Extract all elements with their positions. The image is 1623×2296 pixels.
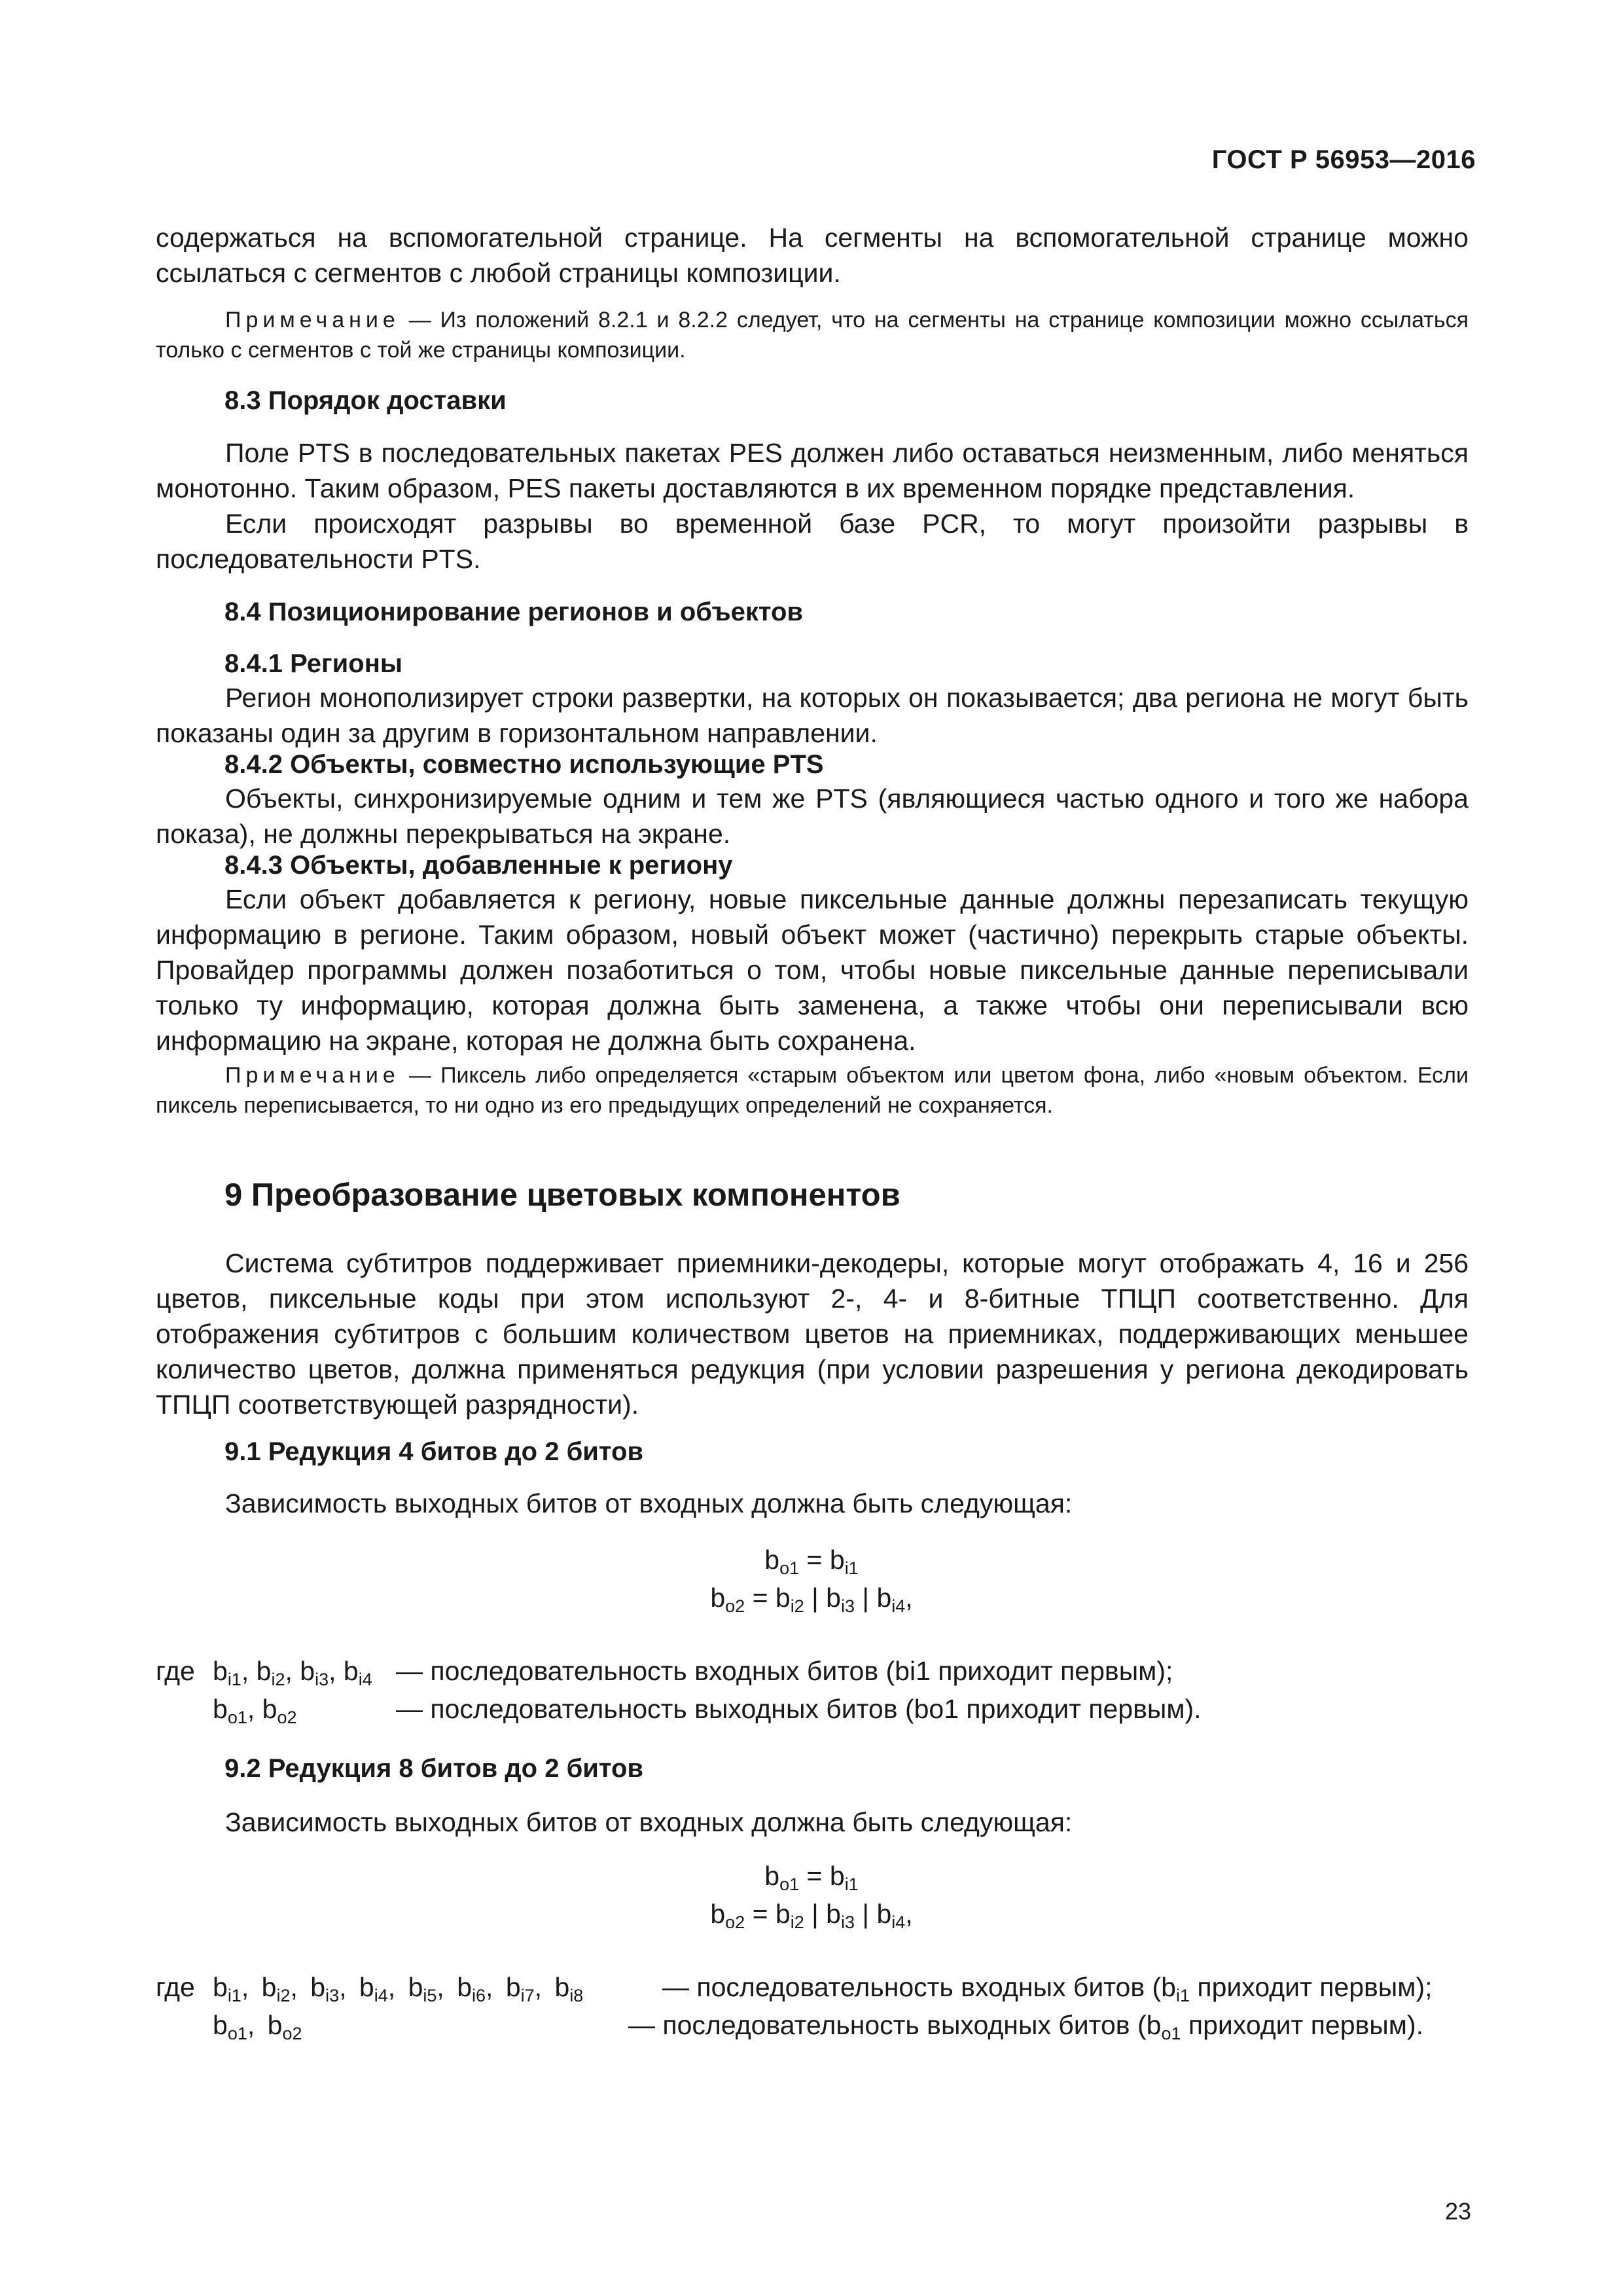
paragraph-9-1: Зависимость выходных битов от входных должна быть следующая: xyxy=(225,1488,1073,1518)
note-label: Примечание xyxy=(225,308,400,332)
paragraph-8-3-1: Поле PTS в последовательных пакетах PES должен либо оставаться неизменным, либо меняться монотонно. Таким образом, PES пакеты доставляются в их временном порядке представления. xyxy=(156,438,1469,503)
note-text: — Пиксель либо определяется «старым объектом или цветом фона, либо «новым объектом. Если пиксель переписывается, то ни одно из его предыдущих определений не сохраняется. xyxy=(156,1063,1469,1118)
paragraph-8-4-3: Если объект добавляется к региону, новые пиксельные данные должны перезаписать текущую информацию в регионе. Таким образом, новый объект может (частично) перекрыть старые объекты. Провайдер программы должен позаботиться о том, чтобы новые пиксельные данные переписывали только ту информацию, которая должна быть заменена, а также чтобы они переписывали всю информацию на экране, которая не должна быть сохранена. xyxy=(156,884,1469,1056)
heading-8-4-2: 8.4.2 Объекты, совместно использующие PTS xyxy=(224,750,824,779)
note-text: — Из положений 8.2.1 и 8.2.2 следует, что на сегменты на странице композиции можно ссылаться только с сегментов с той же страницы композиции. xyxy=(156,308,1469,363)
heading-8-3: 8.3 Порядок доставки xyxy=(224,386,507,415)
formula-9-1-line-2: $b_{o2} = b_{i2}$ | $b_{i3}$ | $b_{i4}$, xyxy=(710,1583,913,1616)
where-label: где xyxy=(156,1656,195,1686)
formula-9-1-line-1: $b_{o1} = b_{i1}$ xyxy=(764,1545,859,1578)
heading-9-2: 9.2 Редукция 8 битов до 2 битов xyxy=(224,1754,643,1783)
paragraph-9: Система субтитров поддерживает приемники-декодеры, которые могут отображать 4, 16 и 256 цветов, пиксельные коды при этом используют 2-, 4- и 8-битные ТПЦП соответственно. Для отображения субтитров с большим количеством цветов на приемниках, поддерживающих меньшее количество цветов, должна применяться редукция (при условии разрешения у региона декодировать ТПЦП соответствующей разрядности). xyxy=(156,1248,1469,1420)
where-label: где xyxy=(156,1972,195,2002)
document-code: ГОСТ Р 56953—2016 xyxy=(1211,145,1476,174)
paragraph-9-2: Зависимость выходных битов от входных должна быть следующая: xyxy=(225,1807,1073,1837)
where-2-symbols-output: $b_{o1}$, $b_{o2}$ xyxy=(213,2010,302,2043)
where-2-symbols-input: $b_{i1}$, $b_{i2}$, $b_{i3}$, $b_{i4}$, $b_{i5}$, $b_{i6}$, $b_{i7}$, $b_{i8}$ xyxy=(213,1972,584,2005)
note-1 xyxy=(156,305,1469,365)
note-2 xyxy=(156,1060,1469,1121)
paragraph-continuation: содержаться на вспомогательной странице. На сегменты на вспомогательной странице можно ссылаться с сегментов с любой страницы композиции. xyxy=(156,223,1469,288)
where-2-desc-input: — последовательность входных битов ($b_{i1}$ приходит первым); xyxy=(662,1972,1433,2005)
formula-9-2-line-1: $b_{o1} = b_{i1}$ xyxy=(764,1861,859,1894)
where-1-symbols-output: $b_{o1}$, $b_{o2}$ xyxy=(213,1694,297,1727)
paragraph-8-4-1: Регион монополизирует строки развертки, на которых он показывается; два региона не могут быть показаны один за другим в горизонтальном направлении. xyxy=(156,683,1469,748)
page-number: 23 xyxy=(1444,2198,1471,2225)
where-1-symbols-input: $b_{i1}$, $b_{i2}$, $b_{i3}$, $b_{i4}$ xyxy=(213,1656,372,1689)
where-1-desc-output: — последовательность выходных битов (bo1 приходит первым). xyxy=(396,1694,1202,1724)
heading-8-4-1: 8.4.1 Регионы xyxy=(224,649,403,678)
formula-9-2-line-2: $b_{o2} = b_{i2}$ | $b_{i3}$ | $b_{i4}$, xyxy=(710,1899,913,1932)
where-1-desc-input: — последовательность входных битов (bi1 приходит первым); xyxy=(396,1656,1173,1686)
paragraph-8-4-2: Объекты, синхронизируемые одним и тем же PTS (являющиеся частью одного и того же набора показа), не должны перекрываться на экране. xyxy=(156,783,1469,849)
heading-9-1: 9.1 Редукция 4 битов до 2 битов xyxy=(224,1437,643,1466)
heading-9: 9 Преобразование цветовых компонентов xyxy=(224,1177,901,1213)
where-2-desc-output: — последовательность выходных битов ($b_{o1}$ приходит первым). xyxy=(628,2010,1424,2043)
paragraph-8-3-2: Если происходят разрывы во временной базе PCR, то могут произойти разрывы в последовательности PTS. xyxy=(156,509,1469,574)
note-label: Примечание xyxy=(225,1063,400,1088)
heading-8-4: 8.4 Позиционирование регионов и объектов xyxy=(224,598,803,626)
heading-8-4-3: 8.4.3 Объекты, добавленные к региону xyxy=(224,851,733,880)
